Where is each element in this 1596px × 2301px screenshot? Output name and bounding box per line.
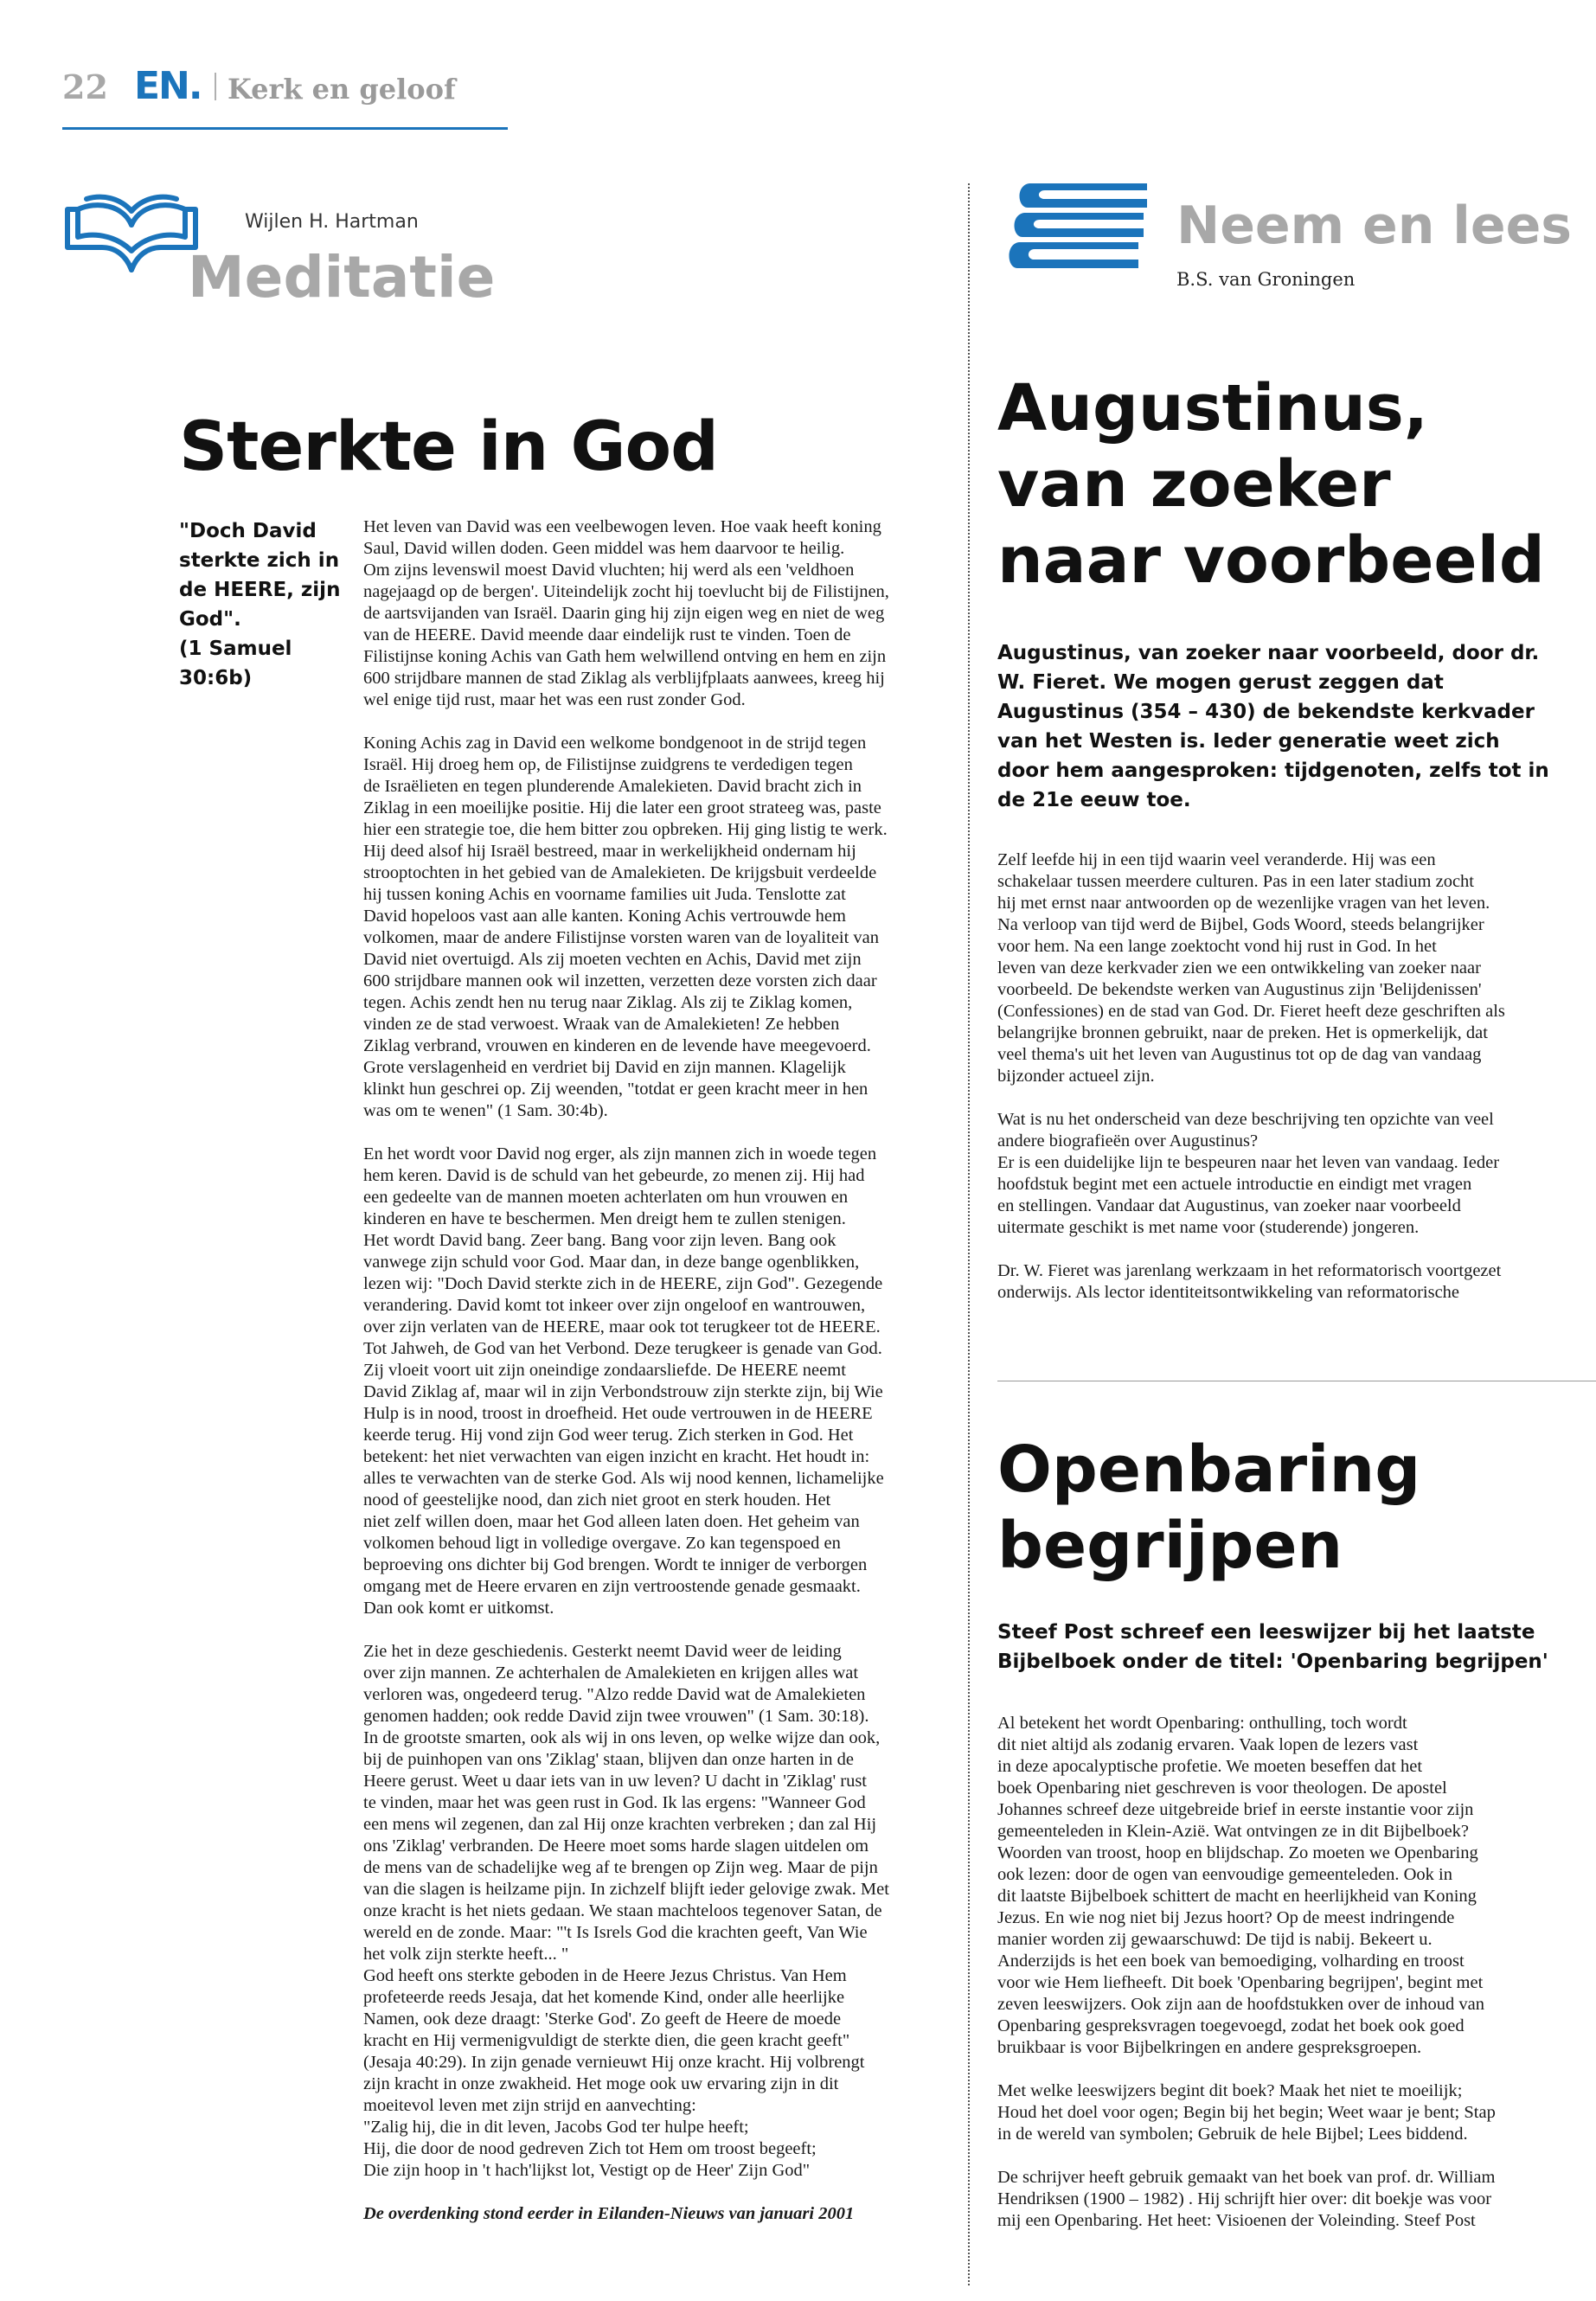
open-book-heart-icon [62, 183, 201, 279]
meditatie-title: Sterkte in God [179, 408, 718, 486]
paragraph: Al betekent het wordt Openbaring: onthulling, toch wordt dit niet altijd als zodanig ervaren. Vaak lopen de lezers vast in deze apocalyptische profetie. We moeten beseffen dat het boek Openbaring niet geschreven is voor theologen. De apostel Johannes schreef deze uitgebreide brief in eerste instantie voor zijn gemeenteleden in Klein-Azië. Wat ontvingen ze in dit Bijbelboek? Woorden van troost, hoop en blijdschap. Zo moeten we Openbaring ook lezen: door de ogen van eenvoudige gemeenteleden. Ook in dit laatste Bijbelboek schittert de macht en heerlijkheid van Koning Jezus. En wie nog niet bij Jezus hoort? Op de meest indringende manier worden zij gewaarschuwd: De tijd is nabij. Bekeert u. Anderzijds is het een boek van bemoediging, volharding en troost voor wie Hem liefheeft. Dit boek 'Openbaring begrijpen', begint met zeven leeswijzers. Ook zijn aan de hoofdstukken over de inhoud van Openbaring gespreksvragen toegevoegd, zodat het boek ook goed bruikbaar is voor Bijbelkringen en andere gespreksgroepen. [997, 1714, 1484, 2057]
paragraph: Het leven van David was een veelbewogen leven. Hoe vaak heeft koning Saul, David willen doden. Geen middel was hem daarvoor te heilig. Om zijns levenswil moest David vluchten; hij werd als een 'veldhoen nagejaagd op de bergen'. Uiteindelijk zocht hij toevlucht bij de Filistijnen, de aartsvijanden van Israël. Daarin ging hij zijn eigen weg en niet de weg van de HEERE. David meende daar eindelijk rust te vinden. Toen de Filistijnse koning Achis van Gath hem welwillend ontving en hem en zijn 600 strijdbare mannen de stad Ziklag als verblijfplaats aanwees, kreeg hij wel enige tijd rust, maar het was een rust zonder God. [363, 517, 889, 709]
page-number: 22 [62, 67, 108, 106]
meditatie-author: Wijlen H. Hartman [245, 211, 419, 233]
article-intro: Augustinus, van zoeker naar voorbeeld, door dr. W. Fieret. We mogen gerust zeggen dat Augustinus (354 – 430) de bekendste kerkvader van het Westen is. Ieder generatie weet zich door hem aangesproken: tijdgenoten, zelfs tot in de 21e eeuw toe. [997, 642, 1549, 811]
article-title: Openbaring begrijpen [997, 1433, 1421, 1583]
neem-en-lees-label: Neem en lees [1176, 195, 1572, 256]
source-note: De overdenking stond eerder in Eilanden-Nieuws van januari 2001 [363, 2204, 855, 2223]
book-stack-icon [995, 178, 1151, 273]
article-body [997, 849, 1560, 1325]
article-intro: Steef Post schreef een leeswijzer bij het laatste Bijbelboek onder de titel: 'Openbaring begrijpen' [997, 1621, 1548, 1673]
bible-quote: "Doch David sterkte zich in de HEERE, zijn God". (1 Samuel 30:6b) [179, 520, 341, 689]
article-body [997, 1713, 1560, 2253]
magazine-logo: EN. [134, 64, 202, 108]
paragraph: Wat is nu het onderscheid van deze beschrijving ten opzichte van veel andere biografieën over Augustinus? Er is een duidelijke lijn te bespeuren naar het leven van vandaag. Ieder hoofdstuk begint met een actuele introductie en eindigt met vragen en stellingen. Vandaar dat Augustinus, van zoeker naar voorbeeld uitermate geschikt is met name voor (studerende) jongeren. [997, 1110, 1500, 1237]
article-title: Augustinus, van zoeker naar voorbeeld [997, 371, 1545, 598]
paragraph: Met welke leeswijzers begint dit boek? Maak het niet te moeilijk; Houd het doel voor ogen; Begin bij het begin; Weet waar je bent; Stap in de wereld van symbolen; Gebruik de hele Bijbel; Lees biddend. [997, 2081, 1496, 2144]
paragraph: Koning Achis zag in David een welkome bondgenoot in de strijd tegen Israël. Hij droeg hem op, de Filistijnse zuidgrens te verdedigen tegen de Israëlieten en tegen plunderende Amalekieten. David bracht zich in Ziklag in een moeilijke positie. Hij die later een groot strateeg was, paste hier een strategie toe, die hem bitter zou opbreken. Hij ging listig te werk. Hij deed alsof hij Israël bestreed, maar in werkelijkheid ondernam hij strooptochten in het gebied van de Amalekieten. De krijgsbuit verdeelde hij tussen koning Achis en voorname families uit Juda. Tenslotte zat David hopeloos vast aan alle kanten. Koning Achis vertrouwde hem volkomen, maar de andere Filistijnse vorsten waren van de loyaliteit van David niet overtuigd. Als zij moeten vechten en Achis, David met zijn 600 strijdbare mannen ook wil inzetten, verzetten deze vorsten zich daar tegen. Achis zendt hen nu terug naar Ziklag. Als zij te Ziklag komen, vinden ze de stad verwoest. Wraak van de Amalekieten! Ze hebben Ziklag verbrand, vrouwen en kinderen en de levende have meegevoerd. Grote verslagenheid en verdriet bij David en zijn mannen. Klagelijk klinkt hun geschrei op. Zij weenden, "totdat er geen kracht meer in hen was om te wenen" (1 Sam. 30:4b). [363, 734, 888, 1120]
paragraph: Zie het in deze geschiedenis. Gesterkt neemt David weer de leiding over zijn mannen. Ze achterhalen de Amalekieten en krijgen alles wat verloren was, ongedeerd terug. "Alzo redde David wat de Amalekieten genomen hadden; ook redde David zijn twee vrouwen" (1 Sam. 30:18). In de grootste smarten, ook als wij in ons leven, op welke wijze dan ook, bij de puinhopen van ons 'Ziklag' staan, blijven dan onze harten in de Heere gerust. Weet u daar iets van in uw leven? U dacht in 'Ziklag' rust te vinden, maar het was geen rust in God. Ik las ergens: "Wanneer God een mens wil zegenen, dan zal Hij onze krachten verbreken ; dan zal Hij ons 'Ziklag' verbranden. De Heere moet soms harde slagen uitdelen om de mens van de schadelijke weg af te brengen op Zijn weg. Maar de pijn van die slagen is heilzame pijn. In zichzelf blijft ieder gelovige zwak. Met onze kracht is het niets gedaan. We staan machteloos tegenover Satan, de wereld en de zonde. Maar: "'t Is Isrels God die krachten geeft, Van Wie het volk zijn sterkte heeft... " God heeft ons sterkte geboden in de Heere Jezus Christus. Van Hem profeteerde reeds Jesaja, dat het komende Kind, onder alle heerlijke Namen, ook deze draagt: 'Sterke God'. Zo geeft de Heere de moede kracht en Hij vermenigvuldigt de sterkte dien, die geen kracht geeft" (Jesaja 40:29). In zijn genade vernieuwt Hij onze kracht. Hij volbrengt zijn kracht in onze zwakheid. Het moge ook uw ervaring zijn in dit moeitevol leven met zijn strijd en aanvechting: "Zalig hij, die in dit leven, Jacobs God ter hulpe heeft; Hij, die door de nood gedreven Zich tot Hem om troost begeeft; Die zijn hoop in 't hach'lijkst lot, Vestigt op de Heer' Zijn God" [363, 1642, 889, 2180]
section-title: Kerk en geloof [228, 73, 456, 106]
paragraph: Zelf leefde hij in een tijd waarin veel veranderde. Hij was een schakelaar tussen meerdere culturen. Pas in een later stadium zocht hij met ernst naar antwoorden op de wezenlijke vragen van het leven. Na verloop van tijd werd de Bijbel, Gods Woord, steeds belangrijker voor hem. Na een lange zoektocht vond hij rust in God. In het leven van deze kerkvader zien we een ontwikkeling van zoeker naar voorbeeld. De bekendste werken van Augustinus zijn 'Belijdenissen' (Confessiones) en de stad van God. Dr. Fieret heeft deze geschriften als belangrijke bronnen gebruikt, naar de preken. Het is opmerkelijk, dat veel thema's uit het leven van Augustinus tot op de dag van vandaag bijzonder actueel zijn. [997, 850, 1505, 1086]
paragraph: De schrijver heeft gebruik gemaakt van het boek van prof. dr. William Hendriksen (1900 – 1982) . Hij schrijft hier over: dit boekje was voor mij een Openbaring. Het heet: Visioenen der Voleinding. Steef Post [997, 2168, 1496, 2230]
neem-en-lees-author: B.S. van Groningen [1176, 269, 1356, 290]
meditatie-body [363, 516, 941, 2247]
paragraph: Dr. W. Fieret was jarenlang werkzaam in het reformatorisch voortgezet onderwijs. Als lector identiteitsontwikkeling van reformatorische [997, 1261, 1502, 1302]
paragraph: En het wordt voor David nog erger, als zijn mannen zich in woede tegen hem keren. David is de schuld van het gebeurde, zo menen zij. Hij had een gedeelte van de mannen moeten achterlaten om hun vrouwen en kinderen en have te beschermen. Men dreigt hem te zullen stenigen. Het wordt David bang. Zeer bang. Bang voor zijn leven. Bang ook vanwege zijn schuld voor God. Maar dan, in deze bange ogenblikken, lezen wij: "Doch David sterkte zich in de HEERE, zijn God". Gezegende verandering. David komt tot inkeer over zijn ongeloof en wantrouwen, over zijn verlaten van de HEERE, maar ook tot terugkeer tot de HEERE. Tot Jahweh, de God van het Verbond. Deze terugkeer is genade van God. Zij vloeit voort uit zijn oneindige zondaarsliefde. De HEERE neemt David Ziklag af, maar wil in zijn Verbondstrouw zijn sterkte zijn, bij Wie Hulp is in nood, troost in droefheid. Het oude vertrouwen in de HEERE keerde terug. Hij vond zijn God weer terug. Zich sterken in God. Het betekent: het niet verwachten van eigen inzicht en kracht. Het houdt in: alles te verwachten van de sterke God. Als wij nood kennen, lichamelijke nood of geestelijke nood, dan zich niet groot en sterk houden. Het niet zelf willen doen, maar het God alleen laten doen. Het geheim van volkomen behoud ligt in volledige overgave. Zo kan tegenspoed en beproeving ons dichter bij God brengen. Wordt te inniger de verborgen omgang met de Heere ervaren en zijn vertroostende genade gesmaakt. Dan ook komt er uitkomst. [363, 1144, 884, 1618]
header-rule [62, 127, 508, 130]
header-divider [215, 73, 216, 100]
meditatie-label: Meditatie [188, 244, 496, 311]
column-separator [968, 183, 970, 2285]
